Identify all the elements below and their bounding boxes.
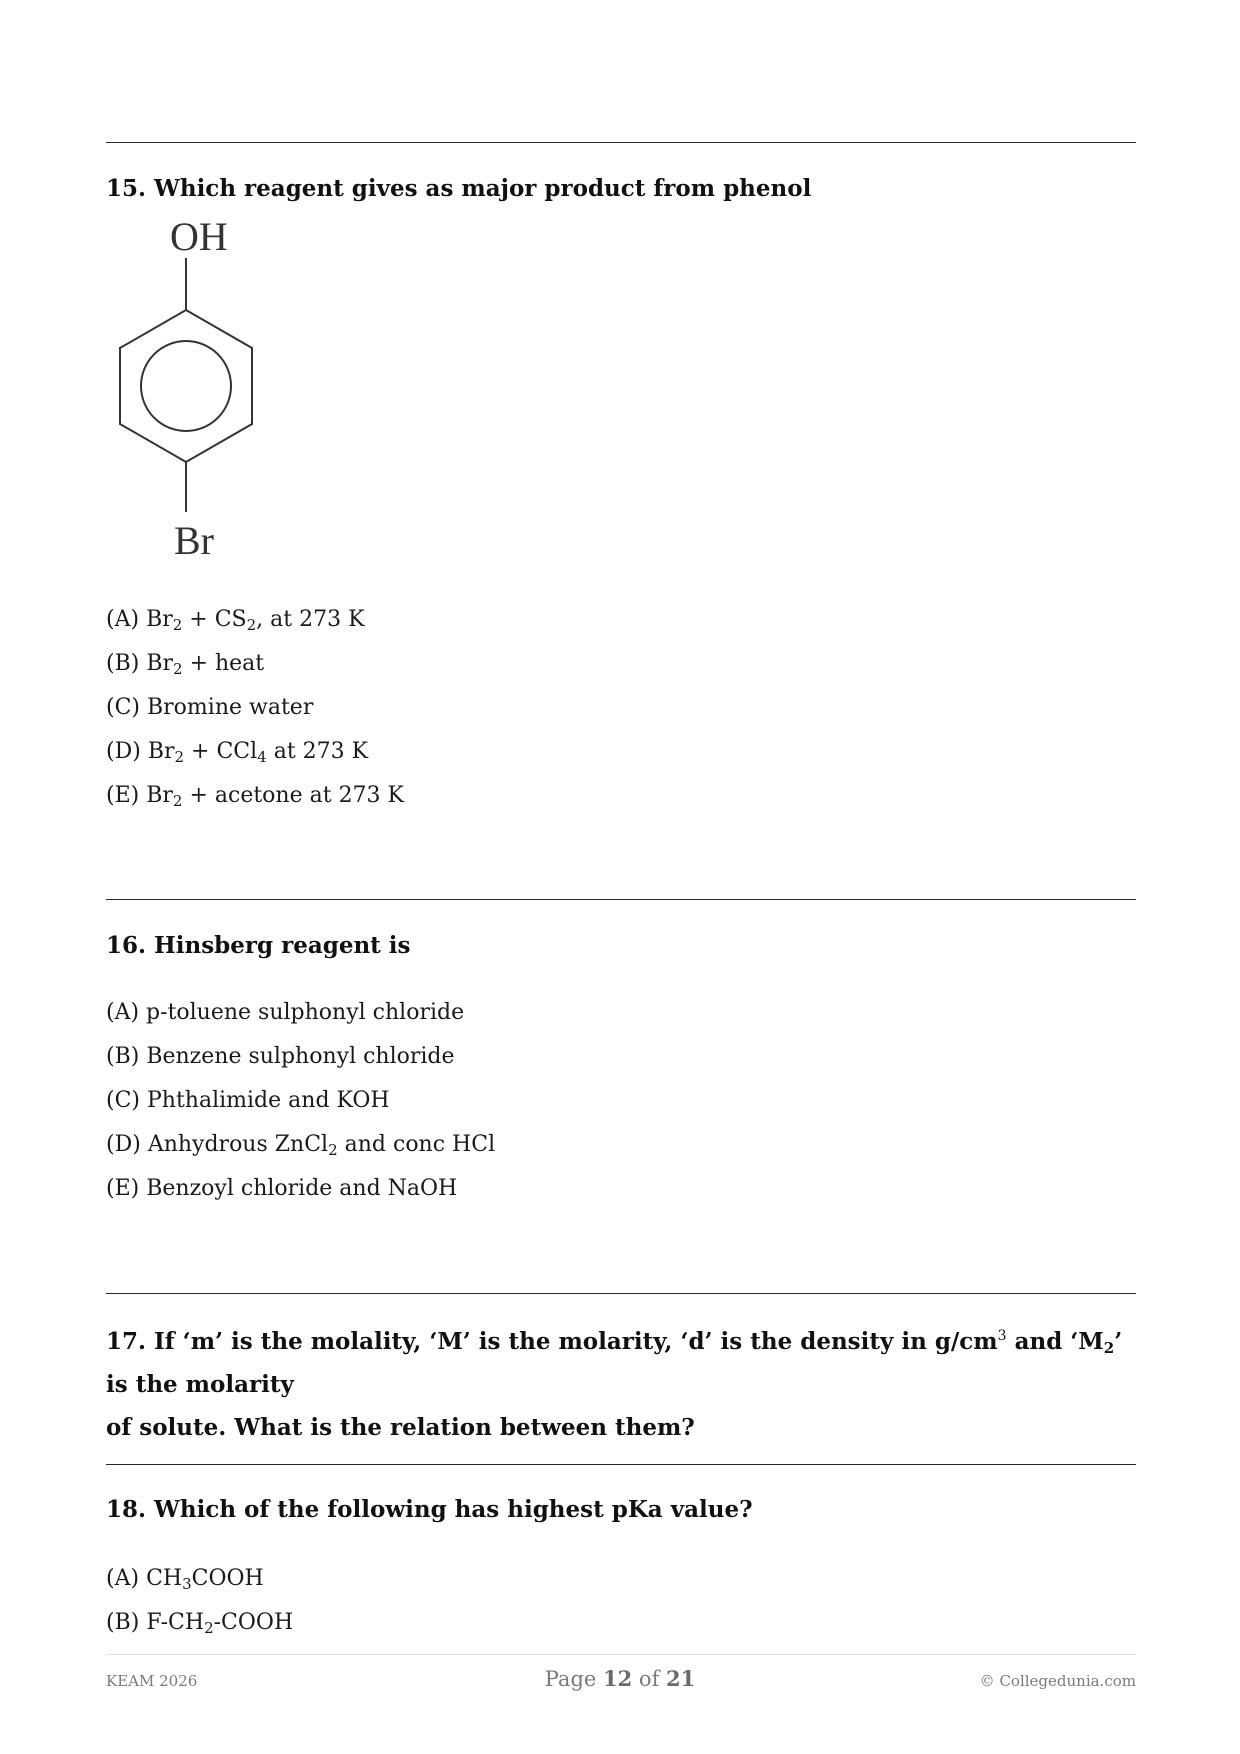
oh-group-label: OH [170,216,228,259]
question-17-line-1: 17. If ‘m’ is the molality, ‘M’ is the molarity, ‘d’ is the density in $g/cm^3$ and ‘$M_2$’ is the molarity [106,1328,1123,1398]
q18-option-a: (A) $CH_3COOH$ [106,1566,264,1593]
q16-option-e: (E) Benzoyl chloride and NaOH [106,1176,458,1201]
divider-q18 [106,1464,1136,1465]
q15-option-e: (E) $Br_2$ + acetone at 273 K [106,783,404,810]
q15-option-c: (C) Bromine water [106,695,314,720]
q15-option-b: (B) $Br_2$ + heat [106,651,265,678]
bromophenol-structure [106,216,266,566]
q15-option-d: (D) $Br_2 + CCl_4$ at 273 K [106,739,369,766]
q16-option-a: (A) p-toluene sulphonyl chloride [106,1000,465,1025]
q16-option-c: (C) Phthalimide and KOH [106,1088,390,1113]
footer-copyright: © Collegedunia.com [979,1672,1136,1690]
br-group-label: Br [174,518,214,563]
question-16-title: 16. Hinsberg reagent is [106,932,411,959]
question-18-title: 18. Which of the following has highest pKa value? [106,1496,753,1523]
question-17-line-2: of solute. What is the relation between them? [106,1414,695,1441]
footer-divider [106,1654,1136,1655]
footer-exam-name: KEAM 2026 [106,1672,198,1690]
question-15-title: 15. Which reagent gives as major product from phenol [106,175,812,202]
page-indicator: Page 12 of 21 [544,1666,696,1691]
q16-option-d: (D) Anhydrous ZnCl$_2$ and conc HCl [106,1132,496,1159]
q18-option-b: (B) $F-CH_2$-COOH [106,1610,294,1637]
divider-q16 [106,899,1136,900]
question-17-title [106,1320,1136,1449]
q16-option-b: (B) Benzene sulphonyl chloride [106,1044,455,1069]
divider-top [106,142,1136,143]
q15-option-a: (A) $Br_2 + CS_2$, at 273 K [106,607,365,634]
divider-q17 [106,1293,1136,1294]
